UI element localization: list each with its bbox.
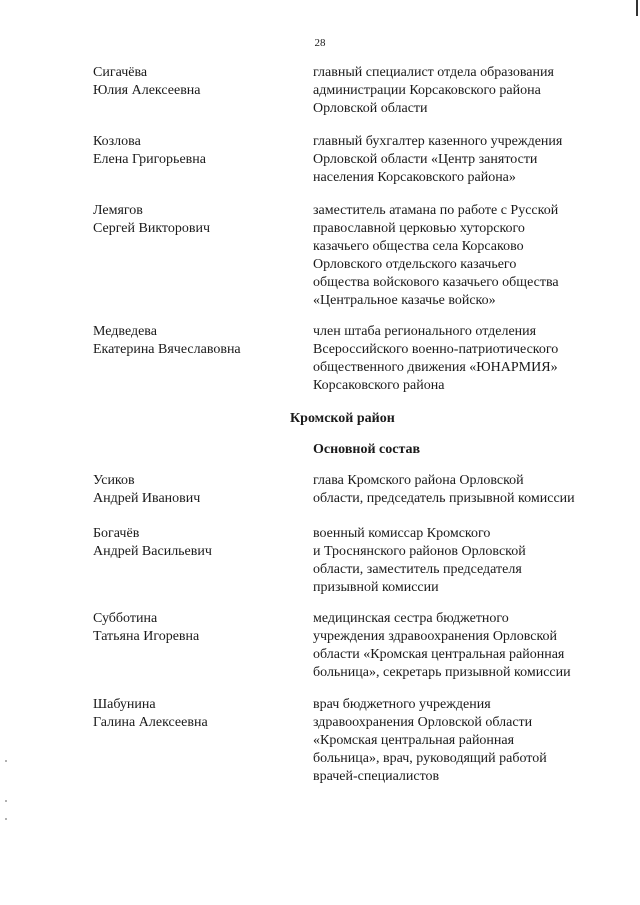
role-line: Всероссийского военно-патриотического: [313, 342, 559, 357]
role-line: области, председатель призывной комиссии: [313, 491, 575, 506]
role-line: казачьего общества села Корсаково: [313, 239, 524, 254]
member-surname: Субботина: [93, 611, 158, 626]
page-number: 28: [314, 37, 326, 49]
member-surname: Сигачёва: [93, 65, 148, 80]
district-heading: Кромской район: [290, 411, 395, 426]
member-role: [313, 525, 526, 597]
member-given-names: Галина Алексеевна: [93, 715, 208, 730]
member-given-names: Татьяна Игоревна: [93, 629, 200, 644]
member-surname: Козлова: [93, 134, 141, 149]
scan-speck: [5, 818, 7, 820]
member-given-names: Сергей Викторович: [93, 221, 211, 236]
member-given-names: Екатерина Вячеславовна: [93, 342, 241, 357]
scan-speck: [5, 760, 7, 762]
member-name: [93, 133, 206, 169]
role-line: медицинская сестра бюджетного: [313, 611, 509, 626]
role-line: учреждения здравоохранения Орловской: [313, 629, 558, 644]
role-line: общественного движения «ЮНАРМИЯ»: [313, 360, 558, 375]
role-line: Орловской области: [313, 101, 428, 116]
member-surname: Богачёв: [93, 526, 140, 541]
role-line: области «Кромская центральная районная: [313, 647, 565, 662]
role-line: член штаба регионального отделения: [313, 324, 537, 339]
member-name: [93, 525, 212, 561]
member-name: [93, 610, 199, 646]
role-line: населения Корсаковского района»: [313, 170, 516, 185]
member-given-names: Андрей Васильевич: [93, 544, 212, 559]
member-given-names: Андрей Иванович: [93, 491, 201, 506]
scan-speck: [5, 800, 7, 802]
member-role: [313, 696, 547, 786]
role-line: «Кромская центральная районная: [313, 733, 515, 748]
member-role: [313, 472, 575, 508]
member-surname: Шабунина: [93, 697, 156, 712]
role-line: врачей-специалистов: [313, 769, 440, 784]
member-name: [93, 696, 208, 732]
member-given-names: Елена Григорьевна: [93, 152, 206, 167]
role-line: православной церковью хуторского: [313, 221, 525, 236]
role-line: Корсаковского района: [313, 378, 445, 393]
role-line: глава Кромского района Орловской: [313, 473, 524, 488]
role-line: здравоохранения Орловской области: [313, 715, 533, 730]
role-line: призывной комиссии: [313, 580, 439, 595]
member-name: [93, 323, 241, 359]
role-line: врач бюджетного учреждения: [313, 697, 491, 712]
role-line: заместитель атамана по работе с Русской: [313, 203, 559, 218]
role-line: Орловского отдельского казачьего: [313, 257, 517, 272]
section-heading: Основной состав: [313, 442, 421, 457]
role-line: военный комиссар Кромского: [313, 526, 491, 541]
member-role: [313, 64, 554, 118]
member-role: [313, 610, 571, 682]
member-name: [93, 472, 200, 508]
member-surname: Лемягов: [93, 203, 143, 218]
member-name: [93, 202, 210, 238]
member-surname: Усиков: [93, 473, 135, 488]
role-line: области, заместитель председателя: [313, 562, 522, 577]
role-line: больница», секретарь призывной комиссии: [313, 665, 571, 680]
member-given-names: Юлия Алексеевна: [93, 83, 201, 98]
role-line: общества войскового казачьего общества: [313, 275, 559, 290]
member-name: [93, 64, 201, 100]
role-line: и Троснянского районов Орловской: [313, 544, 526, 559]
member-role: [313, 202, 559, 310]
role-line: «Центральное казачье войско»: [313, 293, 496, 308]
member-surname: Медведева: [93, 324, 157, 339]
role-line: администрации Корсаковского района: [313, 83, 541, 98]
role-line: главный специалист отдела образования: [313, 65, 554, 80]
role-line: больница», врач, руководящий работой: [313, 751, 547, 766]
scan-edge-mark: [636, 0, 638, 16]
role-line: Орловской области «Центр занятости: [313, 152, 538, 167]
member-role: [313, 323, 558, 395]
member-role: [313, 133, 562, 187]
role-line: главный бухгалтер казенного учреждения: [313, 134, 563, 149]
